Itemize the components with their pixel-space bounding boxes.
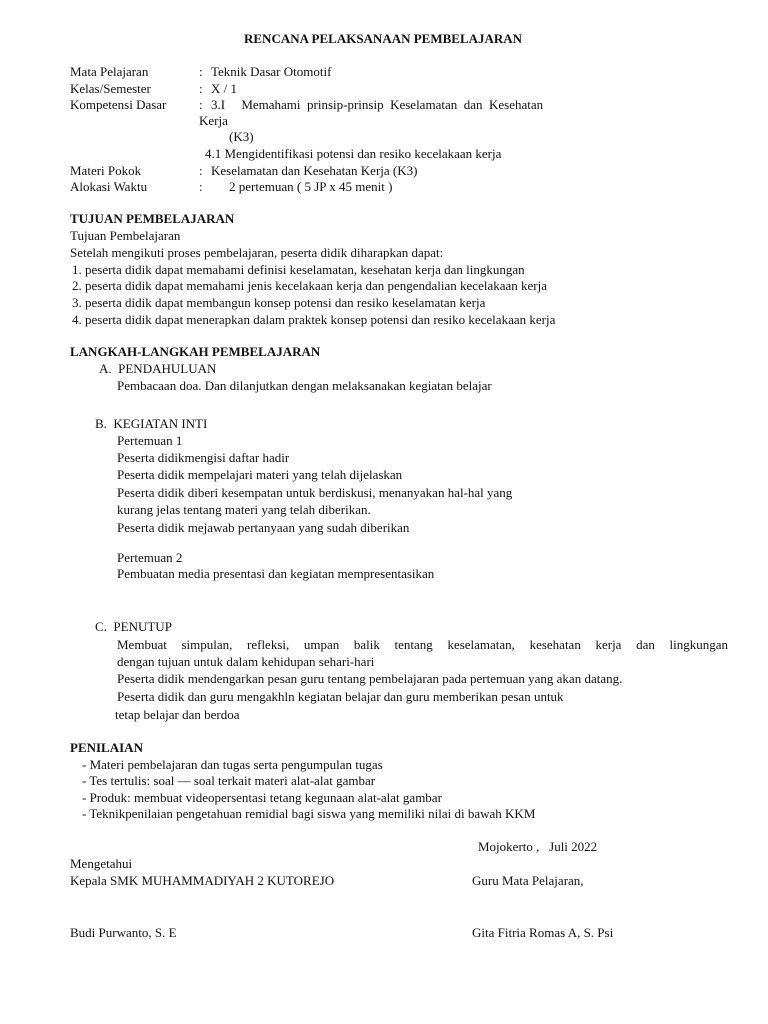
- section-c-label: C. PENUTUP: [95, 619, 172, 634]
- kd-41: 4.1 Mengidentifikasi potensi dan resiko kecelakaan kerja: [205, 146, 502, 161]
- materi-value: Keselamatan dan Kesehatan Kerja (K3): [211, 163, 418, 178]
- pertemuan-1-item: Peserta didik mejawab pertanyaan yang sudah diberikan: [117, 520, 410, 535]
- kepala-sekolah-name: Budi Purwanto, S. E: [70, 925, 177, 940]
- pertemuan-1-item: Peserta didik diberi kesempatan untuk berdiskusi, menanyakan hal-hal yang: [117, 485, 513, 500]
- tujuan-intro: Setelah mengikuti proses pembelajaran, peserta didik diharapkan dapat:: [70, 245, 444, 260]
- alokasi-label: Alokasi Waktu: [70, 179, 148, 194]
- place-date: Mojokerto , Juli 2022: [478, 839, 598, 854]
- pertemuan-1-item: Peserta didikmengisi daftar hadir: [117, 450, 290, 465]
- mapel-value: Teknik Dasar Otomotif: [211, 64, 332, 79]
- kd-label: Kompetensi Dasar: [70, 97, 167, 112]
- pertemuan-1-item: kurang jelas tentang materi yang telah diberikan.: [117, 502, 371, 517]
- pertemuan-2-text: Pembuatan media presentasi dan kegiatan mempresentasikan: [117, 566, 435, 581]
- mapel-label: Mata Pelajaran: [70, 64, 149, 79]
- kd-31-line1: 3.I Memahami prinsip-prinsip Keselamatan dan Kesehatan: [211, 97, 544, 112]
- materi-label: Materi Pokok: [70, 163, 142, 178]
- tujuan-subheading: Tujuan Pembelajaran: [70, 228, 181, 243]
- colon: :: [199, 97, 203, 112]
- pertemuan-2-label: Pertemuan 2: [117, 550, 183, 565]
- guru-title: Guru Mata Pelajaran,: [472, 873, 584, 888]
- kelas-value: X / 1: [211, 81, 237, 96]
- section-b-label: B. KEGIATAN INTI: [95, 416, 208, 431]
- mengetahui-label: Mengetahui: [70, 856, 133, 871]
- section-c-line1: Membuat simpulan, refleksi, umpan balik tentang keselamatan, kesehatan kerja dan lingkungan: [117, 637, 728, 652]
- langkah-heading: LANGKAH-LANGKAH PEMBELAJARAN: [70, 344, 321, 359]
- penilaian-item: - Materi pembelajaran dan tugas serta pengumpulan tugas: [82, 757, 383, 772]
- section-c-line3: Peserta didik mendengarkan pesan guru tentang pembelajaran pada pertemuan yang akan datang.: [117, 671, 623, 686]
- section-c-line5: tetap belajar dan berdoa: [115, 707, 240, 722]
- penilaian-heading: PENILAIAN: [70, 740, 143, 755]
- document-title: RENCANA PELAKSANAAN PEMBELAJARAN: [244, 31, 523, 46]
- kepala-sekolah-title: Kepala SMK MUHAMMADIYAH 2 KUTOREJO: [70, 873, 335, 888]
- kd-31-line2: Kerja: [199, 113, 228, 128]
- colon: :: [199, 163, 203, 178]
- tujuan-item: 1. peserta didik dapat memahami definisi keselamatan, kesehatan kerja dan lingkungan: [72, 262, 525, 277]
- section-c-line4: Peserta didik dan guru mengakhln kegiatan belajar dan guru memberikan pesan untuk: [117, 689, 564, 704]
- tujuan-item: 2. peserta didik dapat memahami jenis kecelakaan kerja dan pengendalian kecelakaan kerja: [72, 278, 547, 293]
- tujuan-item: 3. peserta didik dapat membangun konsep potensi dan resiko keselamatan kerja: [72, 295, 486, 310]
- section-c-line2: dengan tujuan untuk dalam kehidupan sehari-hari: [117, 654, 375, 669]
- penilaian-item: - Teknikpenilaian pengetahuan remidial bagi siswa yang memiliki nilai di bawah KKM: [82, 806, 536, 821]
- guru-name: Gita Fitria Romas A, S. Psi: [472, 925, 614, 940]
- tujuan-heading: TUJUAN PEMBELAJARAN: [70, 211, 235, 226]
- section-a-label: A. PENDAHULUAN: [99, 361, 217, 376]
- penilaian-item: - Tes tertulis: soal — soal terkait materi alat-alat gambar: [82, 773, 376, 788]
- tujuan-item: 4. peserta didik dapat menerapkan dalam praktek konsep potensi dan resiko kecelakaan kerja: [72, 312, 556, 327]
- penilaian-item: - Produk: membuat videopersentasi tetang kegunaan alat-alat gambar: [82, 790, 442, 805]
- pertemuan-1-item: Peserta didik mempelajari materi yang telah dijelaskan: [117, 467, 403, 482]
- pertemuan-1-label: Pertemuan 1: [117, 433, 183, 448]
- alokasi-value: 2 pertemuan ( 5 JP x 45 menit ): [229, 179, 393, 194]
- colon: :: [199, 64, 203, 79]
- kd-31-line3: (K3): [229, 129, 254, 144]
- colon: :: [199, 81, 203, 96]
- colon: :: [199, 179, 203, 194]
- section-a-text: Pembacaan doa. Dan dilanjutkan dengan melaksanakan kegiatan belajar: [117, 378, 492, 393]
- kelas-label: Kelas/Semester: [70, 81, 151, 96]
